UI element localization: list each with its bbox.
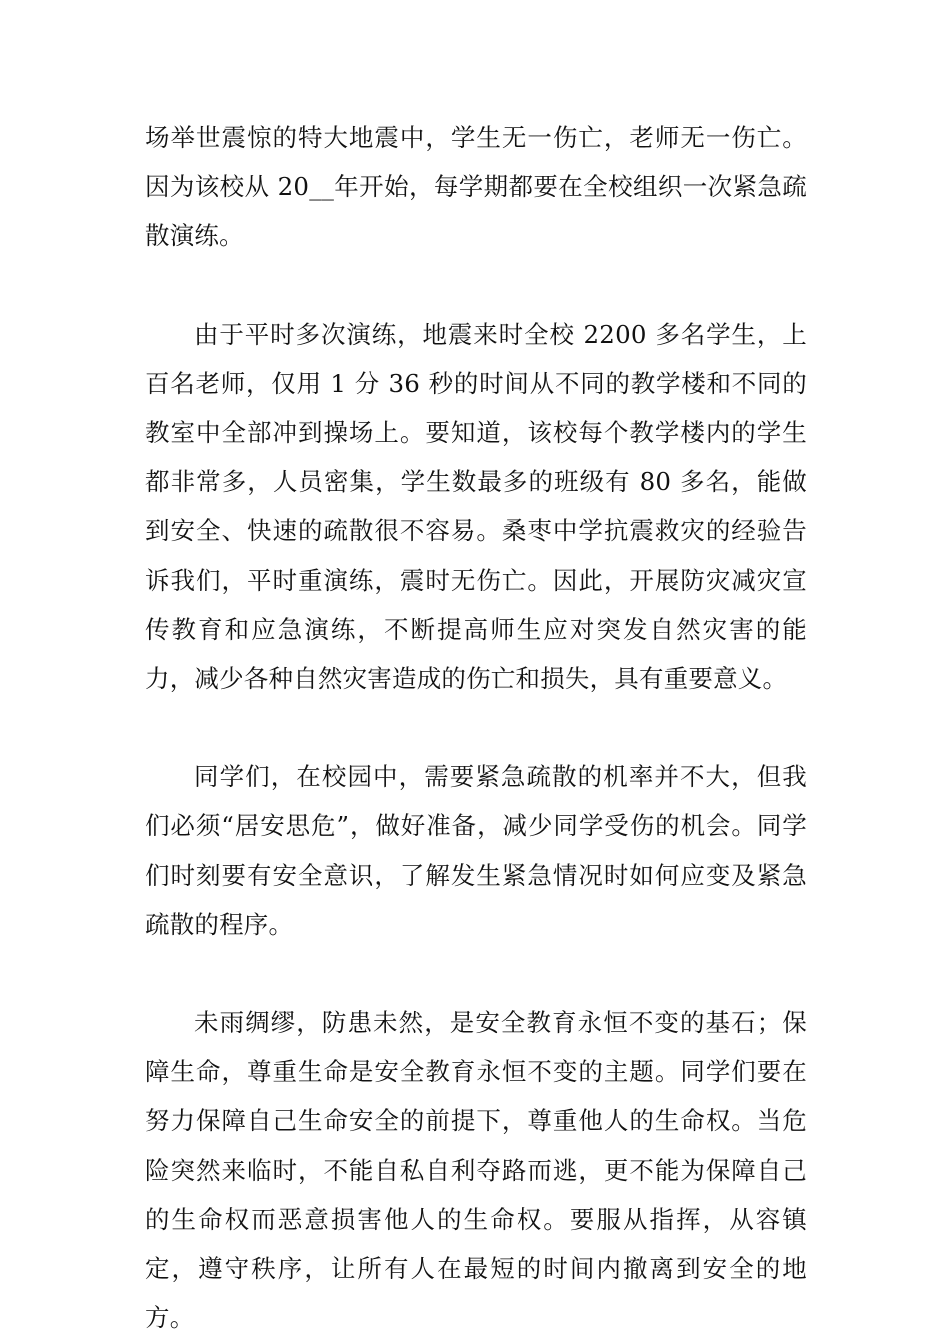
- document-body: [145, 113, 807, 1342]
- paragraph-drill-evacuation: 由于平时多次演练，地震来时全校 2200 多名学生，上百名老师，仅用 1 分 36 秒的时间从不同的教学楼和不同的教室中全部冲到操场上。要知道，该校每个教学楼内的学生都非常多，人员密集，学生数最多的班级有 80 多名，能做到安全、快速的疏散很不容易。桑枣中学抗震救灾的经验告诉我们，平时重演练，震时无伤亡。因此，开展防灾减灾宣传教育和应急演练，不断提高师生应对突发自然灾害的能力，减少各种自然灾害造成的伤亡和损失，具有重要意义。: [145, 319, 807, 694]
- paragraph-safety-awareness: 同学们，在校园中，需要紧急疏散的机率并不大，但我们必须“居安思危”，做好准备，减少同学受伤的机会。同学们时刻要有安全意识，了解发生紧急情况时如何应变及紧急疏散的程序。: [145, 762, 807, 939]
- paragraph-continuation: 场举世震惊的特大地震中，学生无一伤亡，老师无一伤亡。因为该校从 20__年开始，每学期都要在全校组织一次紧急疏散演练。: [145, 123, 807, 251]
- paragraph-respect-life: 未雨绸缪，防患未然，是安全教育永恒不变的基石；保障生命，尊重生命是安全教育永恒不变的主题。同学们要在努力保障自己生命安全的前提下，尊重他人的生命权。当危险突然来临时，不能自私自利夺路而逃，更不能为保障自己的生命权而恶意损害他人的生命权。要服从指挥，从容镇定，遵守秩序，让所有人在最短的时间内撤离到安全的地方。: [145, 1008, 807, 1333]
